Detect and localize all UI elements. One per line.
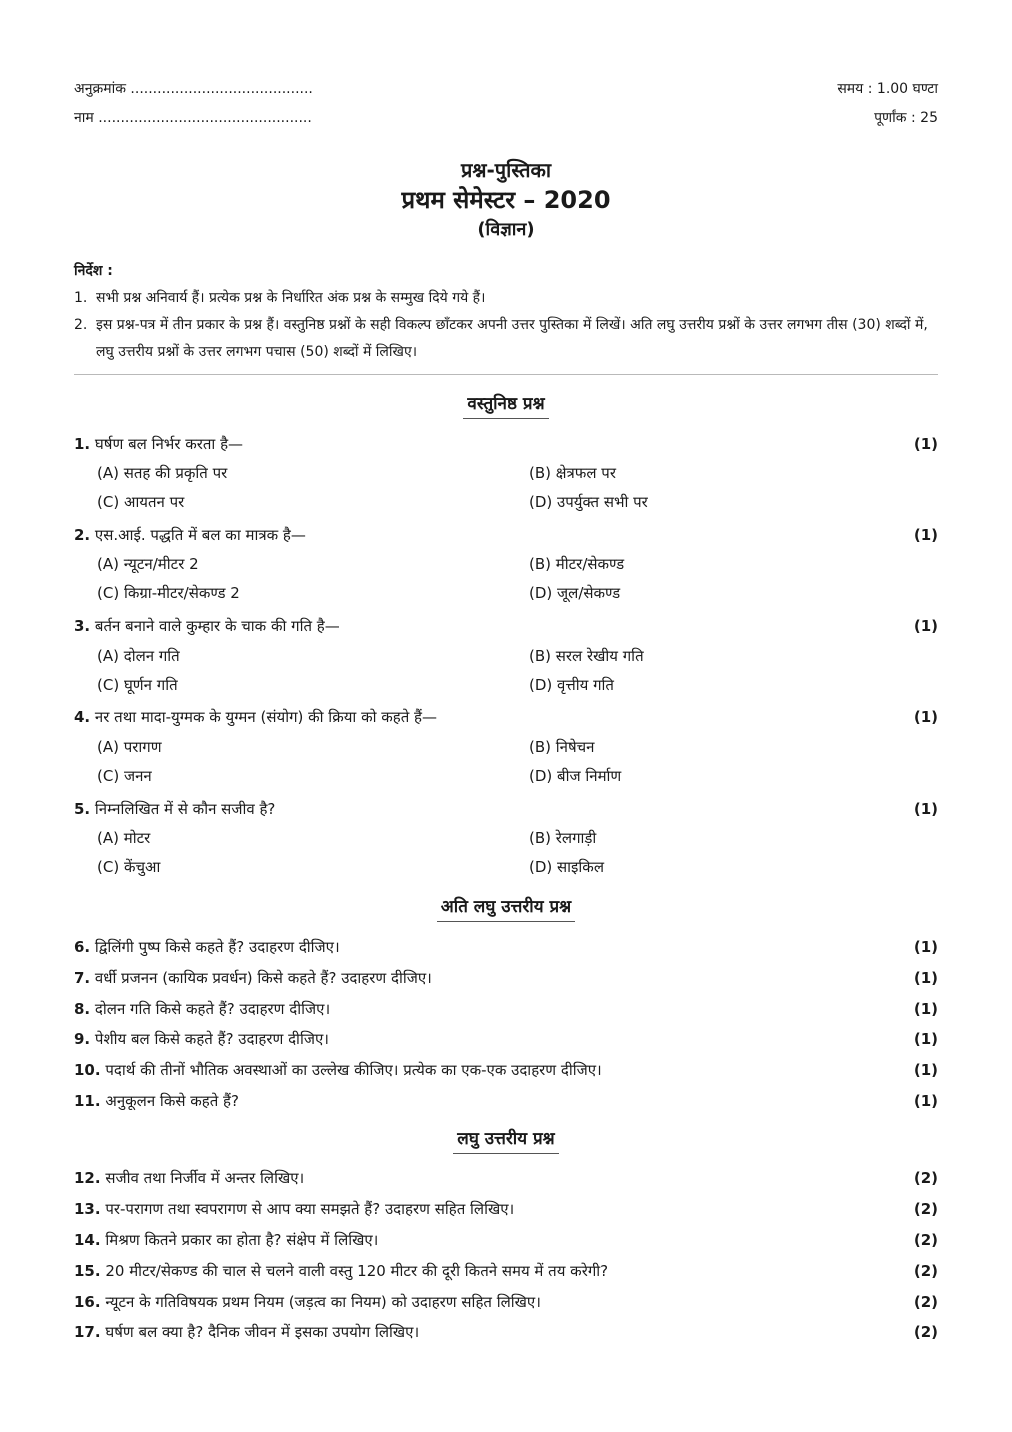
short-section-title: लघु उत्तरीय प्रश्न: [0, 1126, 1012, 1154]
question: [74, 1320, 938, 1344]
question-text: न्यूटन के गतिविषयक प्रथम नियम (जड़त्व का नियम) को उदाहरण सहित लिखिए।: [105, 1293, 541, 1311]
question-text: सजीव तथा निर्जीव में अन्तर लिखिए।: [105, 1169, 305, 1187]
question-text: घर्षण बल निर्भर करता है—: [94, 435, 244, 453]
title-block: [0, 156, 1012, 244]
option-a: (A) परागण: [97, 738, 162, 756]
question-marks: (2): [913, 1200, 938, 1218]
question-text: पर-परागण तथा स्वपरागण से आप क्या समझते हैं? उदाहरण सहित लिखिए।: [105, 1200, 515, 1218]
option-a: (A) मोटर: [97, 829, 151, 847]
question: [74, 1197, 938, 1221]
question-text: पेशीय बल किसे कहते हैं? उदाहरण दीजिए।: [94, 1030, 329, 1048]
option-d: (D) उपर्युक्त सभी पर: [529, 493, 648, 511]
option-a: (A) सतह की प्रकृति पर: [97, 464, 228, 482]
question: [74, 1259, 938, 1283]
option-a: (A) दोलन गति: [97, 647, 180, 665]
instruction-item: [74, 312, 938, 366]
question: [74, 935, 938, 959]
divider: [74, 374, 938, 375]
roll-number-label: अनुक्रमांक .........................................: [74, 81, 313, 97]
question-marks: (2): [913, 1323, 938, 1341]
question-number: 17.: [74, 1323, 101, 1341]
question-text: वर्धी प्रजनन (कायिक प्रवर्धन) किसे कहते हैं? उदाहरण दीजिए।: [94, 969, 432, 987]
question: [74, 1027, 938, 1051]
instruction-item: [74, 285, 938, 312]
question-text: मिश्रण कितने प्रकार का होता है? संक्षेप में लिखिए।: [105, 1231, 379, 1249]
question-marks: (1): [913, 800, 938, 818]
option-d: (D) साइकिल: [529, 858, 604, 876]
question: [74, 1228, 938, 1252]
option-b: (B) सरल रेखीय गति: [529, 647, 644, 665]
option-b: (B) रेलगाड़ी: [529, 829, 597, 847]
question-marks: (1): [913, 938, 938, 956]
instruction-number: 1.: [74, 290, 88, 306]
objective-section-title: वस्तुनिष्ठ प्रश्न: [0, 391, 1012, 419]
question-marks: (2): [913, 1293, 938, 1311]
question-marks: (1): [913, 435, 938, 453]
question-marks: (2): [913, 1169, 938, 1187]
question: [74, 797, 938, 821]
question-number: 3.: [74, 617, 91, 635]
question-marks: (2): [913, 1262, 938, 1280]
option-d: (D) जूल/सेकण्ड: [529, 584, 621, 602]
semester-title: प्रथम सेमेस्टर – 2020: [401, 186, 611, 214]
question-number: 12.: [74, 1169, 101, 1187]
question-number: 5.: [74, 800, 91, 818]
option-b: (B) क्षेत्रफल पर: [529, 464, 616, 482]
question-marks: (1): [913, 969, 938, 987]
question-marks: (1): [913, 1061, 938, 1079]
option-c: (C) आयतन पर: [97, 493, 185, 511]
question: [74, 1290, 938, 1314]
question-marks: (1): [913, 1000, 938, 1018]
instruction-text: इस प्रश्न-पत्र में तीन प्रकार के प्रश्न हैं। वस्तुनिष्ठ प्रश्नों के सही विकल्प छाँटकर अपनी उत्तर पुस्तिका में लिखें। अति लघु उत्तरीय प्रश्नों के उत्तर लगभग तीस (30) शब्दों में, लघु उत्तरीय प्रश्नों के उत्तर लगभग पचास (50) शब्दों में लिखिए।: [96, 317, 928, 360]
question-marks: (1): [913, 708, 938, 726]
option-b: (B) मीटर/सेकण्ड: [529, 555, 625, 573]
question-number: 14.: [74, 1231, 101, 1249]
question-text: नर तथा मादा-युग्मक के युग्मन (संयोग) की क्रिया को कहते हैं—: [94, 708, 438, 726]
question: [74, 432, 938, 456]
question-marks: (1): [913, 1030, 938, 1048]
question-number: 16.: [74, 1293, 101, 1311]
option-d: (D) बीज निर्माण: [529, 767, 622, 785]
question-text: अनुकूलन किसे कहते हैं?: [105, 1092, 239, 1110]
question-text: 20 मीटर/सेकण्ड की चाल से चलने वाली वस्तु 120 मीटर की दूरी कितने समय में तय करेगी?: [105, 1262, 609, 1280]
question: [74, 1089, 938, 1113]
question-marks: (1): [913, 617, 938, 635]
question-number: 10.: [74, 1061, 101, 1079]
name-label: नाम ................................................: [74, 110, 312, 126]
instruction-number: 2.: [74, 317, 88, 333]
very-short-section-title: अति लघु उत्तरीय प्रश्न: [0, 894, 1012, 922]
question: [74, 614, 938, 638]
question: [74, 997, 938, 1021]
subject-title: (विज्ञान): [477, 219, 535, 240]
question-number: 4.: [74, 708, 91, 726]
instructions-heading: निर्देश :: [74, 263, 113, 279]
max-marks-label: पूर्णांक : 25: [874, 110, 938, 126]
question-number: 8.: [74, 1000, 91, 1018]
question-marks: (1): [913, 1092, 938, 1110]
option-c: (C) किग्रा-मीटर/सेकण्ड 2: [97, 584, 240, 602]
question-text: एस.आई. पद्धति में बल का मात्रक है—: [94, 526, 306, 544]
question-number: 7.: [74, 969, 91, 987]
question-number: 6.: [74, 938, 91, 956]
option-a: (A) न्यूटन/मीटर 2: [97, 555, 199, 573]
question-marks: (2): [913, 1231, 938, 1249]
question-marks: (1): [913, 526, 938, 544]
question-number: 13.: [74, 1200, 101, 1218]
option-b: (B) निषेचन: [529, 738, 595, 756]
question-number: 2.: [74, 526, 91, 544]
question-text: दोलन गति किसे कहते हैं? उदाहरण दीजिए।: [94, 1000, 331, 1018]
question-number: 15.: [74, 1262, 101, 1280]
time-label: समय : 1.00 घण्टा: [837, 81, 938, 97]
question: [74, 523, 938, 547]
question-text: घर्षण बल क्या है? दैनिक जीवन में इसका उपयोग लिखिए।: [105, 1323, 420, 1341]
option-c: (C) घूर्णन गति: [97, 676, 178, 694]
question-text: बर्तन बनाने वाले कुम्हार के चाक की गति है—: [94, 617, 340, 635]
booklet-title: प्रश्न-पुस्तिका: [460, 158, 552, 182]
instruction-text: सभी प्रश्न अनिवार्य हैं। प्रत्येक प्रश्न के निर्धारित अंक प्रश्न के सम्मुख दिये गये हैं।: [96, 290, 486, 306]
instructions: [74, 258, 938, 366]
option-d: (D) वृत्तीय गति: [529, 676, 614, 694]
question-number: 9.: [74, 1030, 91, 1048]
question: [74, 1166, 938, 1190]
question: [74, 1058, 938, 1082]
option-c: (C) जनन: [97, 767, 152, 785]
question-number: 1.: [74, 435, 91, 453]
option-c: (C) केंचुआ: [97, 858, 161, 876]
question-text: पदार्थ की तीनों भौतिक अवस्थाओं का उल्लेख कीजिए। प्रत्येक का एक-एक उदाहरण दीजिए।: [105, 1061, 602, 1079]
question-text: निम्नलिखित में से कौन सजीव है?: [94, 800, 276, 818]
question-text: द्विलिंगी पुष्प किसे कहते हैं? उदाहरण दीजिए।: [94, 938, 340, 956]
question: [74, 705, 938, 729]
question-number: 11.: [74, 1092, 101, 1110]
question: [74, 966, 938, 990]
